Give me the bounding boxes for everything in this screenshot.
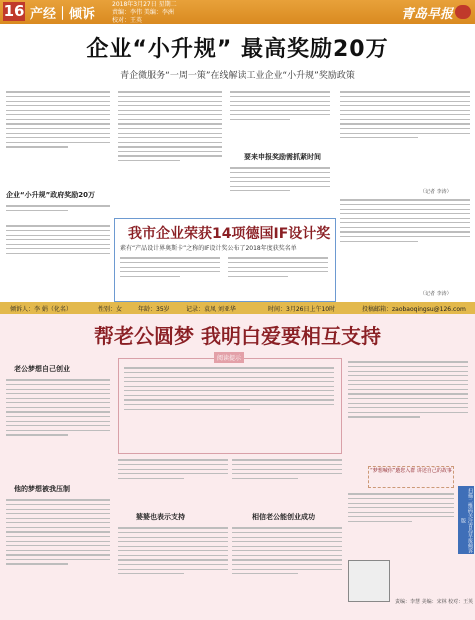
proof-line: 校对：王英 (112, 17, 143, 24)
body-text-column (228, 254, 328, 298)
column-info-bar (0, 302, 475, 314)
body-text-column (118, 456, 228, 504)
article-headline: 企业“小升规” 最高奖励20万 (86, 37, 389, 62)
reading-tip-tag: 阅读提示 (214, 352, 244, 363)
qr-code-icon[interactable] (348, 560, 390, 602)
feature-subtitle: 他的梦想被我压制 (14, 485, 70, 493)
feature-subtitle: 相信老公能创业成功 (252, 513, 315, 521)
section-title: 产经｜倾诉 (30, 7, 96, 22)
page-number: 16 (3, 2, 25, 20)
editor-line: 责编：李伟 美编：李洲 (112, 9, 174, 16)
feature-subtitle: 婆婆也表示支持 (136, 513, 185, 521)
article-subhead: 青企微服务“一周一策”在线解读工业企业“小升规”奖励政策 (120, 71, 355, 81)
page-header (0, 0, 475, 24)
article-credit: （记者 李涛） (420, 189, 452, 195)
logo-mark-icon (455, 5, 471, 19)
body-text-column (6, 496, 110, 616)
body-text-column (232, 456, 342, 504)
recorder: 记录：袁凤 刘亚华 (186, 306, 236, 313)
date-block (112, 1, 177, 25)
body-text-column (348, 490, 454, 554)
body-text-column (118, 524, 228, 616)
speaker-name: 倾诉人：李 娟（化名） (10, 306, 72, 313)
body-text-column (120, 254, 220, 298)
qr-scan-sidebar: 扫描二维码关注青岛早报倾诉版 (460, 487, 473, 553)
body-text-column (340, 88, 470, 188)
body-text-column (340, 196, 470, 292)
body-text-column (6, 88, 110, 188)
body-text-column (230, 164, 330, 216)
body-text-column (348, 358, 468, 462)
logo-text: 青岛早报 (401, 7, 454, 22)
body-text-column (6, 202, 110, 218)
newspaper-logo (401, 3, 471, 20)
body-text-column (118, 88, 222, 214)
feature-subtitle: 老公梦想自己创业 (14, 365, 70, 373)
submission-email[interactable]: 投稿邮箱：zaobaoqingsu@126.com (362, 306, 466, 313)
feature-footer: 责编：李慧 美编：宋林 校对：王英 (395, 599, 474, 605)
body-text-column (230, 88, 330, 150)
body-text-column (6, 222, 110, 282)
speaker-age: 年龄：35岁 (138, 306, 170, 313)
record-time: 时间：3月26日上午10时 (268, 306, 336, 313)
article-credit: （记者 李涛） (420, 291, 452, 297)
body-text-column (232, 524, 342, 616)
body-text-column (6, 376, 110, 482)
feature-headline: 帮老公圆梦 我明白爱要相互支持 (94, 324, 381, 348)
date-line: 2018年3月27日 星期二 (112, 1, 177, 8)
article-subtitle: 要来申报奖励需抓紧时间 (244, 153, 321, 161)
group-invite-quote: “梦想喊你”邀您入群 讲述自己的故事 (368, 466, 454, 488)
speaker-gender: 性别：女 (98, 306, 123, 313)
article-headline: 我市企业荣获14项德国IF设计奖 (128, 226, 331, 242)
article-subhead: 素有“产品设计界奥斯卡”之称的IF设计奖公布了2018年度获奖名单 (120, 245, 297, 252)
intro-text (124, 364, 334, 448)
article-subtitle: 企业“小升规”政府奖励20万 (6, 191, 95, 199)
